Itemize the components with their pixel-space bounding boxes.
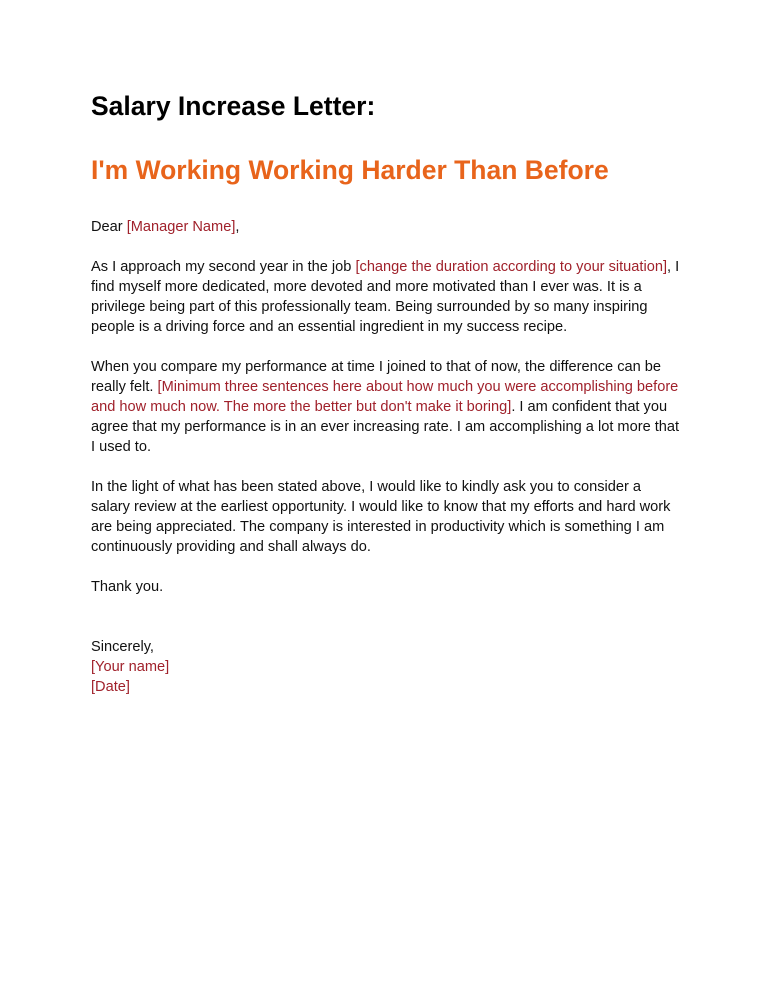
greeting-suffix: , [235, 219, 240, 235]
greeting-prefix: Dear [91, 219, 127, 235]
greeting-line [91, 217, 681, 237]
document-subtitle: I'm Working Working Harder Than Before [91, 155, 609, 185]
paragraph-1-intro: As I approach my second year in the job [91, 259, 356, 275]
paragraph-2 [91, 357, 681, 457]
manager-name-placeholder: [Manager Name] [126, 219, 236, 235]
paragraph-2-intro: When you compare my performance at time I joined to that of now, the difference can be really felt. [91, 359, 662, 395]
paragraph-1 [91, 257, 681, 337]
document-title: Salary Increase Letter: [91, 91, 376, 121]
duration-placeholder: [change the duration according to your situation] [355, 259, 668, 275]
sign-off: Sincerely, [91, 639, 154, 655]
date-placeholder: [Date] [91, 679, 130, 695]
your-name-placeholder: [Your name] [91, 659, 170, 675]
paragraph-2-body: . I am confident that you agree that my performance is in an ever increasing rate. I am accomplishing a lot more that I used to. [91, 399, 680, 455]
thank-you-line: Thank you. [91, 579, 164, 595]
letter-body [91, 217, 681, 697]
paragraph-1-body: , I find myself more dedicated, more devoted and more motivated than I ever was. It is a privilege being part of this professionally team. Being surrounded by so many inspiring people is a driving force and an essential ingredient in my success recipe. [91, 259, 680, 335]
accomplishments-placeholder: [Minimum three sentences here about how much you were accomplishing before and how much now. The more the better but don't make it boring] [91, 379, 679, 415]
paragraph-3: In the light of what has been stated above, I would like to kindly ask you to consider a salary review at the earliest opportunity. I would like to know that my efforts and hard work are being appreciated. The company is interested in productivity which is something I am continuously providing and shall always do. [91, 479, 671, 555]
